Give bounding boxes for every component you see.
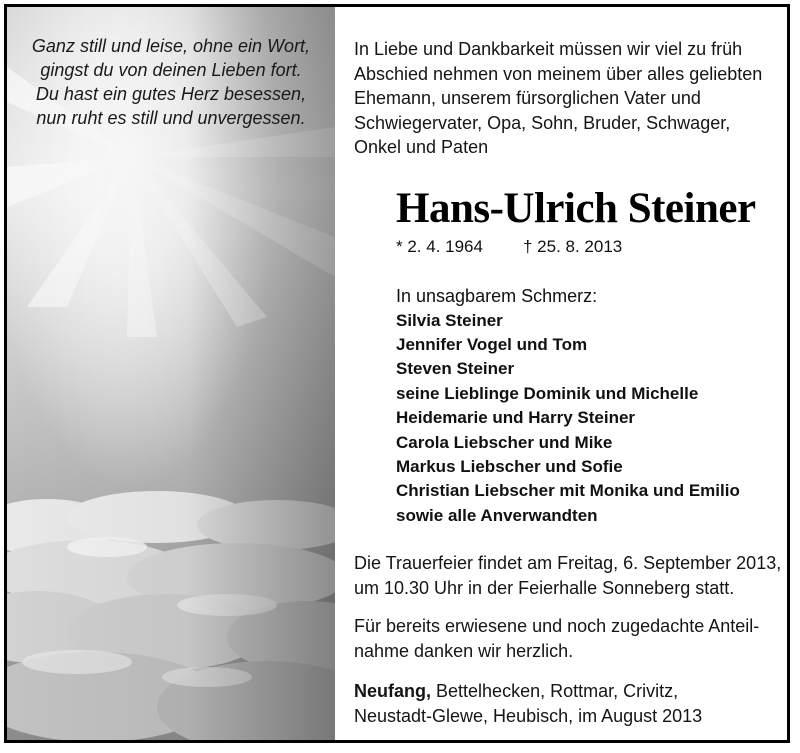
intro-line: Onkel und Paten [354,137,489,157]
place-villages: Bettelhecken, Rottmar, Crivitz, [431,681,679,701]
intro-line: In Liebe und Dankbarkeit müssen wir viel zu früh [354,39,743,59]
life-dates [396,236,622,258]
mourner-name: Heidemarie und Harry Steiner [396,408,636,428]
mourner-name: Markus Liebscher und Sofie [396,456,623,476]
poem-line: nun ruht es still und unvergessen. [36,108,306,128]
place-line-1 [354,679,702,704]
poem-line: gingst du von deinen Lieben fort. [40,60,302,80]
mourner-name: Carola Liebscher und Mike [396,432,613,452]
place-and-date [354,679,702,728]
sky-clouds-photo [7,7,335,743]
mourners-lead: In unsagbarem Schmerz: [396,286,598,306]
obituary-frame [4,4,790,743]
poem-line: Ganz still und leise, ohne ein Wort, [31,36,311,56]
poem [7,34,335,130]
intro-line: Ehemann, unserem fürsorglichen Vater und [354,88,701,108]
intro-line: Schwiegervater, Opa, Sohn, Bruder, Schwager, [354,112,731,133]
deceased-name: Hans-Ulrich Steiner [396,185,756,232]
funeral-line: um 10.30 Uhr in der Feierhalle Sonneberg statt. [354,577,735,598]
intro-line: Abschied nehmen von meinem über alles geliebten [354,63,763,84]
mourners-list [396,284,740,528]
mourner-name: Christian Liebscher mit Monika und Emilio [396,481,740,501]
place-town: Neufang, [354,681,432,701]
poem-line: Du hast ein gutes Herz besessen, [35,84,307,104]
mourner-name: seine Lieblinge Dominik und Michelle [396,383,699,403]
thanks-line: nahme danken wir herzlich. [354,640,574,661]
funeral-notice [354,551,781,600]
mourner-name: sowie alle Anverwandten [396,505,598,525]
place-line-2: Neustadt-Glewe, Heubisch, im August 2013 [354,705,703,726]
death-date: † 25. 8. 2013 [523,237,623,256]
mourner-name: Silvia Steiner [396,310,503,330]
funeral-line: Die Trauerfeier findet am Freitag, 6. September 2013, [354,553,782,573]
birth-date: * 2. 4. 1964 [396,237,483,256]
mourner-name: Jennifer Vogel und Tom [396,334,588,354]
thanks-notice [354,614,759,663]
mourner-name: Steven Steiner [396,359,515,379]
intro-paragraph [354,37,762,160]
thanks-line: Für bereits erwiesene und noch zugedachte Anteil- [354,616,760,636]
